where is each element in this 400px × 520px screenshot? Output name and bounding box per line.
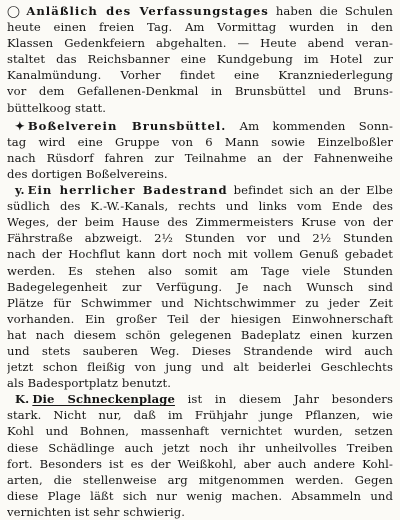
article-verfassungstag (7, 3, 393, 116)
article-line (7, 391, 393, 407)
article-line: Weges, der beim Hause des Zimmermeisters Kruse von der (7, 215, 393, 230)
article-line (7, 118, 393, 134)
article-line: Kohl und Bohnen, massenhaft vernichtet wurden, setzen (7, 424, 393, 439)
article-line (7, 182, 393, 198)
article-line: jetzt schon fleißig von jung und alt beiderlei Geschlechts (7, 360, 393, 375)
article-line: büttelkoog statt. (7, 100, 107, 115)
article-line: Fährstraße abzweigt. 2½ Stunden vor und 2½ Stunden (7, 231, 393, 246)
article-text: befindet sich an der Elbe (227, 183, 393, 198)
article-line: Kanalmündung. Vorher findet eine Kranzniederlegung (7, 68, 393, 83)
article-line: vor dem Gefallenen-Denkmal in Brunsbüttel und Bruns- (7, 84, 393, 99)
article-line: fort. Besonders ist es der Weißkohl, aber auch andere Kohl- (7, 456, 393, 471)
article-heading: Ein herrlicher Badestrand (27, 183, 228, 198)
article-text: ist in diesem Jahr besonders (174, 392, 393, 407)
diamond-arrow-icon: ✦ (15, 118, 25, 133)
article-line: vorhanden. Ein großer Teil der hiesigen Einwohnerschaft (7, 311, 393, 326)
article-line: werden. Es stehen also somit am Tage viele Stunden (7, 263, 393, 278)
article-line: hat nach diesem schön gelegenen Badeplatz einen kurzen (7, 327, 393, 342)
article-line: vernichten ist sehr schwierig. (7, 504, 186, 519)
article-line: heute einen freien Tag. Am Vormittag wurden in den (7, 20, 393, 35)
article-heading: Anläßlich des Verfassungstages (26, 4, 269, 18)
article-line: Klassen Gedenkfeiern abgehalten. — Heute abend veran- (7, 36, 393, 51)
article-heading: Boßelverein Brunsbüttel. (27, 118, 227, 133)
article-line: des dortigen Boßelvereins. (7, 166, 168, 181)
article-line: und stets sauberen Weg. Dieses Strandende wird auch (7, 343, 393, 358)
article-line: diese Plage läßt sich nur wenig machen. Absammeln und (7, 488, 393, 503)
article-schneckenplage (7, 391, 393, 520)
article-line: Badegelegenheit zur Verfügung. Je nach Wunsch sind (7, 279, 393, 294)
article-author-mark: y. (15, 183, 25, 198)
article-line: diese Schädlinge auch jetzt noch ihr unheilvolles Treiben (7, 440, 393, 455)
article-line: nach der Hochflut kann dort noch mit vollem Genuß gebadet (7, 247, 393, 262)
article-bosselverein (7, 118, 393, 182)
article-line: Plätze für Schwimmer und Nichtschwimmer zu jeder Zeit (7, 295, 393, 310)
article-text: haben die Schulen (268, 4, 393, 18)
article-line (7, 3, 393, 19)
article-line: staltet das Reichsbanner eine Kundgebung im Hotel zur (7, 52, 393, 67)
article-heading: Die Schneckenplage (32, 392, 175, 407)
article-text: Am kommenden Sonn- (226, 118, 393, 133)
article-line: südlich des K.-W.-Kanals, rechts und links vom Ende des (7, 199, 393, 214)
article-line: nach Rüsdorf fahren zur Teilnahme an der Fahnenweihe (7, 150, 393, 165)
article-author-mark: K. (15, 392, 30, 407)
article-badestrand (7, 182, 393, 391)
circle-marker-icon: ◯ (7, 4, 24, 18)
article-line: stark. Nicht nur, daß im Frühjahr junge Pflanzen, wie (7, 408, 393, 423)
article-line: tag wird eine Gruppe von 6 Mann sowie Einzelboßler (7, 134, 393, 149)
article-line: arten, die stellenweise arg mitgenommen werden. Gegen (7, 472, 393, 487)
article-line: als Badesportplatz benutzt. (7, 376, 172, 391)
